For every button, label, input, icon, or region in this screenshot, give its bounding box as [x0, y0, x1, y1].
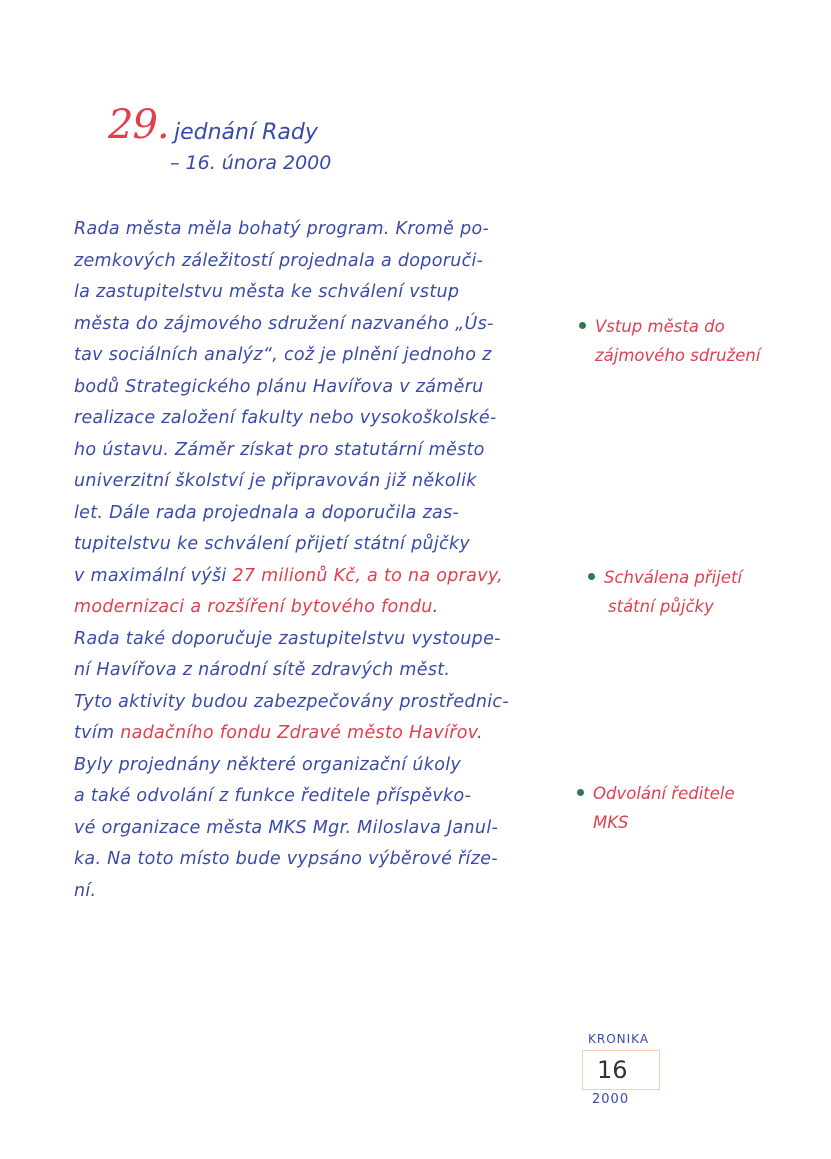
- page-number: 16: [597, 1056, 628, 1084]
- chronicle-body: [74, 214, 570, 907]
- highlighted-text: 27 milionů Kč, a to na opravy,: [232, 565, 504, 586]
- text-line: [74, 372, 570, 404]
- text-segment: zemkových záležitostí projednala a doporuči-: [74, 250, 484, 271]
- note-line: Vstup města do: [595, 317, 725, 336]
- text-line: [74, 592, 570, 624]
- meeting-date: – 16. února 2000: [170, 152, 332, 174]
- text-segment: .: [432, 597, 439, 617]
- note-line: Odvolání ředitele: [593, 784, 735, 803]
- text-segment: tvím: [74, 723, 121, 743]
- text-segment: bodů Strategického plánu Havířova v záměru: [74, 376, 484, 397]
- text-line: [74, 750, 570, 782]
- text-line: [74, 214, 570, 246]
- text-segment: .: [477, 723, 483, 743]
- text-line: [74, 624, 570, 656]
- text-segment: Rada města měla bohatý program. Kromě po-: [74, 219, 490, 239]
- text-line: [74, 498, 570, 530]
- margin-note-membership: [595, 312, 760, 370]
- text-segment: vé organizace města MKS Mgr. Miloslava Janul-: [74, 817, 499, 838]
- text-line: [74, 876, 570, 908]
- text-segment: ho ústavu. Záměr získat pro statutární město: [74, 439, 485, 460]
- text-line: [74, 781, 570, 813]
- text-line: [74, 403, 570, 435]
- note-line: zájmového sdružení: [595, 346, 761, 365]
- note-line: MKS: [593, 813, 629, 832]
- text-line: [74, 718, 570, 750]
- meeting-number: 29.: [108, 102, 169, 148]
- text-segment: let. Dále rada projednala a doporučila zas-: [74, 502, 460, 523]
- chronicle-stamp: [582, 1032, 672, 1107]
- text-line: [74, 277, 570, 309]
- text-line: [74, 435, 570, 467]
- page-number-box: [582, 1050, 660, 1090]
- note-line: Schválena přijetí: [604, 568, 743, 587]
- text-line: [74, 529, 570, 561]
- text-line: [74, 309, 570, 341]
- text-segment: města do zájmového sdružení nazvaného „Ús-: [74, 313, 494, 334]
- text-segment: ka. Na toto místo bude vypsáno výběrové říze-: [74, 849, 498, 869]
- text-segment: la zastupitelstvu města ke schválení vstup: [74, 282, 460, 302]
- meeting-heading: [108, 102, 332, 174]
- text-line: [74, 246, 570, 278]
- text-segment: ní.: [74, 880, 97, 901]
- text-segment: tupitelstvu ke schválení přijetí státní půjčky: [74, 534, 471, 554]
- text-line: [74, 340, 570, 372]
- margin-note-loan: [604, 563, 742, 621]
- text-segment: tav sociálních analýz“, což je plnění jednoho z: [74, 345, 492, 365]
- stamp-year: 2000: [592, 1092, 630, 1107]
- bullet-icon: [577, 789, 584, 796]
- text-line: [74, 655, 570, 687]
- text-line: [74, 687, 570, 719]
- text-segment: Byly projednány některé organizační úkoly: [74, 754, 462, 775]
- note-line: státní půjčky: [608, 597, 714, 616]
- text-line: [74, 466, 570, 498]
- text-segment: univerzitní školství je připravován již několik: [74, 471, 477, 491]
- stamp-label: KRONIKA: [588, 1032, 650, 1046]
- highlighted-text: modernizaci a rozšíření bytového fondu: [74, 597, 433, 617]
- bullet-icon: [588, 573, 595, 580]
- text-line: [74, 813, 570, 845]
- text-segment: Rada také doporučuje zastupitelstvu vystoupe-: [74, 628, 501, 649]
- text-line: [74, 844, 570, 876]
- text-line: [74, 561, 570, 593]
- meeting-title: jednání Rady: [174, 120, 318, 145]
- text-segment: Tyto aktivity budou zabezpečovány prostřednic-: [74, 691, 509, 712]
- highlighted-text: nadačního fondu Zdravé město Havířov: [120, 723, 478, 743]
- text-segment: a také odvolání z funkce ředitele příspěvko-: [74, 786, 472, 806]
- text-segment: realizace založení fakulty nebo vysokoškolské-: [74, 408, 497, 428]
- text-segment: ní Havířova z národní sítě zdravých měst.: [74, 660, 451, 680]
- text-segment: v maximální výši: [74, 565, 233, 586]
- margin-note-dismissal: [593, 779, 735, 837]
- bullet-icon: [579, 322, 586, 329]
